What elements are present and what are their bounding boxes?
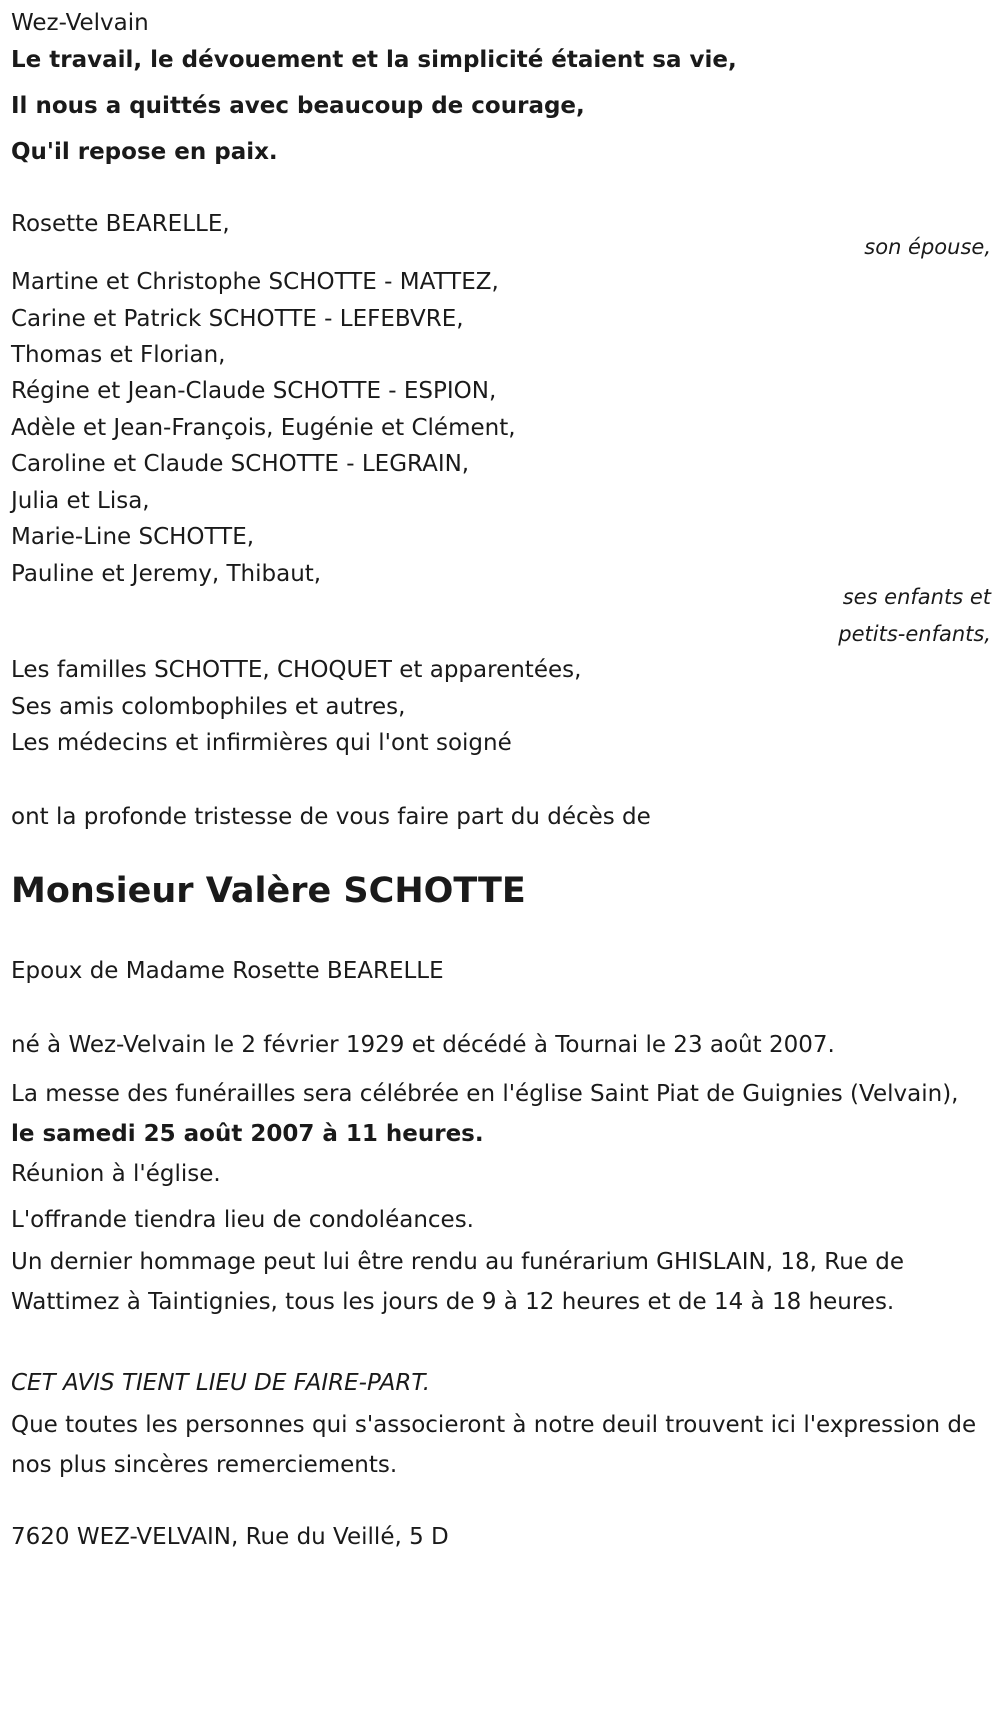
child-line: Thomas et Florian, xyxy=(11,342,226,368)
child-line: Caroline et Claude SCHOTTE - LEGRAIN, xyxy=(11,451,470,477)
child-line: Adèle et Jean-François, Eugénie et Clément, xyxy=(11,415,516,441)
location-heading: Wez-Velvain xyxy=(11,10,149,36)
verse-line-3: Qu'il repose en paix. xyxy=(11,139,278,165)
tribute-paragraph: Un dernier hommage peut lui être rendu au funérarium GHISLAIN, 18, Rue de Wattimez à Taintignies, tous les jours de 9 à 12 heures et de 14 à 18 heures. xyxy=(11,1249,904,1315)
verse-line-2: Il nous a quittés avec beaucoup de courage, xyxy=(11,93,585,119)
address-text: 7620 WEZ-VELVAIN, Rue du Veillé, 5 D xyxy=(11,1524,449,1550)
child-line: Julia et Lisa, xyxy=(11,488,150,514)
deceased-name: Monsieur Valère SCHOTTE xyxy=(11,871,526,911)
announcement-text: ont la profonde tristesse de vous faire part du décès de xyxy=(11,804,651,830)
others-line: Les médecins et infirmières qui l'ont soigné xyxy=(11,730,512,756)
child-line: Pauline et Jeremy, Thibaut, xyxy=(11,561,322,587)
mass-text: La messe des funérailles sera célébrée en l'église Saint Piat de Guignies (Velvain), xyxy=(11,1081,959,1107)
mass-paragraph xyxy=(11,1074,986,1154)
thanks-paragraph: Que toutes les personnes qui s'associeront à notre deuil trouvent ici l'expression de nos plus sincères remerciements. xyxy=(11,1412,977,1478)
birth-death-text: né à Wez-Velvain le 2 février 1929 et décédé à Tournai le 23 août 2007. xyxy=(11,1032,835,1058)
child-line: Marie-Line SCHOTTE, xyxy=(11,524,255,550)
meeting-text: Réunion à l'église. xyxy=(11,1161,221,1187)
offering-text: L'offrande tiendra lieu de condoléances. xyxy=(11,1207,474,1233)
children-role-line-2: petits-enfants, xyxy=(838,622,991,646)
notice-text: CET AVIS TIENT LIEU DE FAIRE-PART. xyxy=(11,1370,431,1396)
spouse-of-text: Epoux de Madame Rosette BEARELLE xyxy=(11,958,444,984)
child-line: Carine et Patrick SCHOTTE - LEFEBVRE, xyxy=(11,306,464,332)
child-line: Martine et Christophe SCHOTTE - MATTEZ, xyxy=(11,269,499,295)
children-role-line-1: ses enfants et xyxy=(842,585,991,609)
verse-line-1: Le travail, le dévouement et la simplicité étaient sa vie, xyxy=(11,47,737,73)
spouse-name: Rosette BEARELLE, xyxy=(11,211,230,237)
others-line: Ses amis colombophiles et autres, xyxy=(11,694,406,720)
spouse-role: son épouse, xyxy=(864,235,991,259)
child-line: Régine et Jean-Claude SCHOTTE - ESPION, xyxy=(11,378,497,404)
mass-date: le samedi 25 août 2007 à 11 heures. xyxy=(11,1121,484,1147)
others-line: Les familles SCHOTTE, CHOQUET et apparentées, xyxy=(11,657,582,683)
